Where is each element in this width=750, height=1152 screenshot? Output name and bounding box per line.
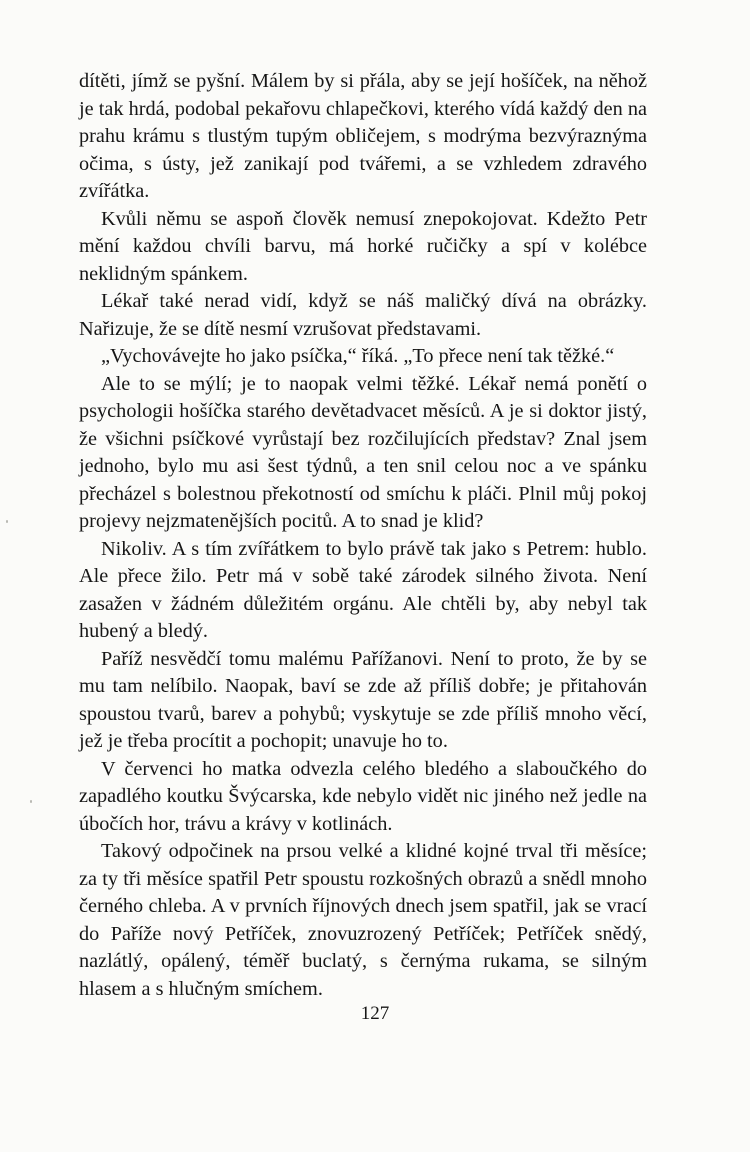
paragraph-5: Ale to se mýlí; je to naopak velmi těžké. Lékař nemá ponětí o psychologii hošíčka starého devětadvacet měsíců. A je si doktor jistý, že všichni psíčkové vyrůstají bez rozčilujících představ? Znal jsem jednoho, bylo mu asi šest týdnů, a ten snil celou noc a ve spánku přecházel s bolestnou překotností od smíchu k pláči. Plnil můj pokoj projevy nejzmatenějších pocitů. A to snad je klid? <box>79 372 647 532</box>
paragraph-4: „Vychovávejte ho jako psíčka,“ říká. „To přece není tak těžké.“ <box>101 345 615 367</box>
paragraph-3: Lékař také nerad vidí, když se náš maličký dívá na obrázky. Nařizuje, že se dítě nesmí vzrušovat představami. <box>79 290 647 340</box>
paragraph-9: Takový odpočinek na prsou velké a klidné kojné trval tři měsíce; za ty tři měsíce spatřil Petr spoustu rozkošných obrazů a snědl mnoho černého chleba. A v prvních říjnových dnech jsem spatřil, jak se vrací do Paříže nový Petříček, znovuzrozený Petříček; Petříček snědý, nazlátlý, opálený, téměř buclatý, s černýma rukama, se silným hlasem a s hlučným smíchem. <box>79 840 647 1000</box>
paragraph-6: Nikoliv. A s tím zvířátkem to bylo právě tak jako s Petrem: hublo. Ale přece žilo. Petr má v sobě také zárodek silného života. Není zasažen v žádném důležitém orgánu. Ale chtěli by, aby nebyl tak hubený a bledý. <box>79 537 647 642</box>
paragraph-8: V červenci ho matka odvezla celého bledého a slaboučkého do zapadlého koutku Švýcarska, kde nebylo vidět nic jiného než jedle na úbočích hor, trávu a krávy v kotlinách. <box>79 757 647 835</box>
paragraph-7: Paříž nesvědčí tomu malému Pařížanovi. Není to proto, že by se mu tam nelíbilo. Naopak, baví se zde až příliš dobře; je přitahován spoustou tvarů, barev a pohybů; vyskytuje se zde příliš mnoho věcí, jež je třeba procítit a pochopit; unavuje ho to. <box>79 647 647 752</box>
page-number: 127 <box>360 1003 390 1024</box>
page-body <box>79 68 647 1003</box>
scan-speck <box>30 800 32 803</box>
paragraph-2: Kvůli němu se aspoň člověk nemusí znepokojovat. Kdežto Petr mění každou chvíli barvu, má horké ručičky a spí v kolébce neklidným spánkem. <box>79 207 647 285</box>
paragraph-1: dítěti, jímž se pyšní. Málem by si přála, aby se její hošíček, na něhož je tak hrdá, podobal pekařovu chlapečkovi, kterého vídá každý den na prahu krámu s tlustým tupým obličejem, s modrýma bezvýraznýma očima, s ústy, jež zanikají pod tvářemi, a se vzhledem zdravého zvířátka. <box>79 70 647 202</box>
scan-speck <box>6 520 8 523</box>
